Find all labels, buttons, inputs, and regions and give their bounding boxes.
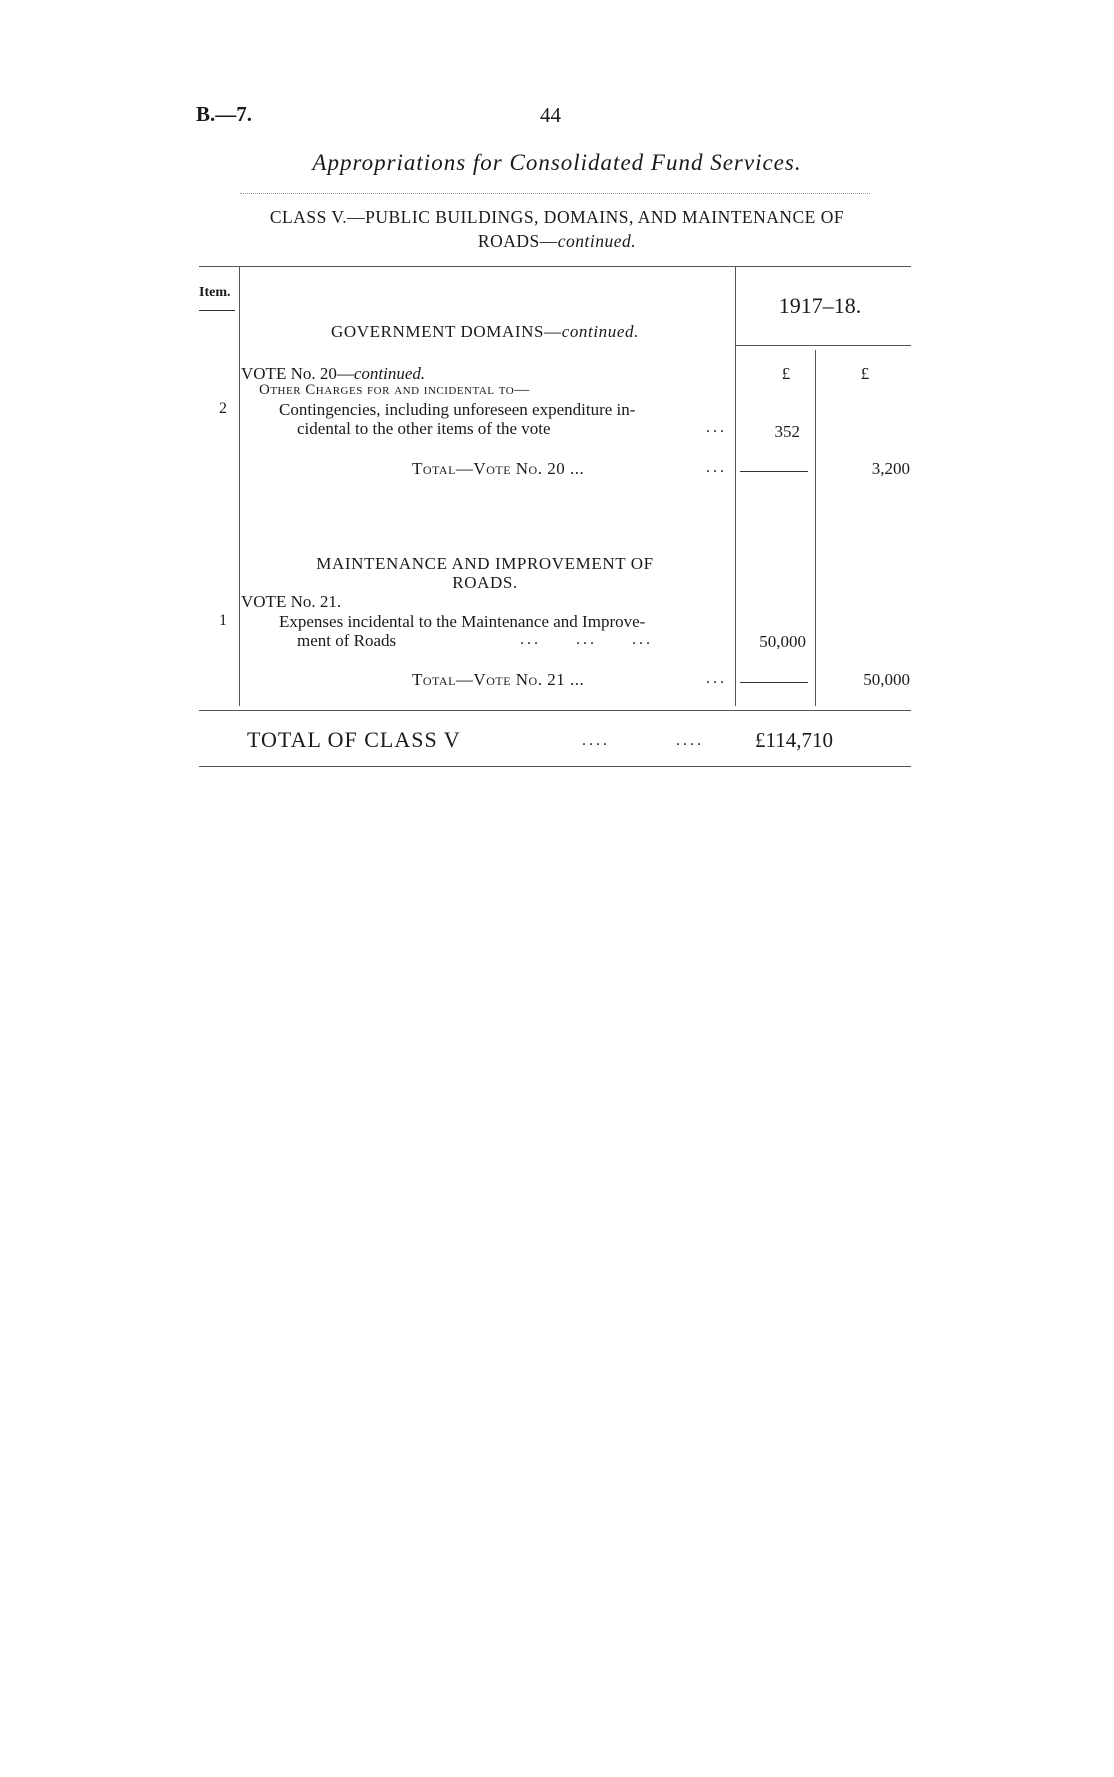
item-header-underline [199,310,235,311]
section2-heading-line1: MAINTENANCE AND IMPROVEMENT OF [316,554,654,573]
page-number: 44 [540,103,561,127]
grand-total-amount: £114,710 [755,728,833,752]
currency-symbol-col1: £ [781,364,791,383]
class-heading-line2 [0,231,1114,252]
document-reference: B.—7. [196,102,253,126]
vote21-total-label: Total—Vote No. 21 ... [412,670,585,689]
class-heading-continued: continued. [557,231,637,251]
vote20-item-line1: Contingencies, including unforeseen expenditure in- [279,400,636,419]
item-column-divider [239,266,240,706]
section1-heading [250,322,720,342]
vote21-heading: VOTE No. 21. [241,592,342,611]
year-header-rule [735,345,911,346]
item-column-header: Item. [199,285,231,300]
grand-total-dots-1: .... [582,732,610,749]
vote21-item-leader-dots: ... ... ... [520,631,653,648]
section2-heading-line2: ROADS. [452,573,518,592]
vote20-heading-continued: continued. [353,364,426,383]
vote20-total-leader-dots: ... [706,459,727,476]
amount-column-divider [735,266,736,706]
class-heading-line1: CLASS V.—PUBLIC BUILDINGS, DOMAINS, AND MAINTENANCE OF [269,207,845,227]
table-bottom-rule [199,710,911,711]
section1-heading-main: GOVERNMENT DOMAINS— [331,322,562,341]
vote21-item-amount: 50,000 [759,632,806,651]
vote20-total-label: Total—Vote No. 20 ... [412,459,585,478]
vote20-total-amount: 3,200 [871,459,910,478]
vote20-heading-main: VOTE No. 20— [241,364,354,383]
vote21-item-line1: Expenses incidental to the Maintenance and Improve- [279,612,646,631]
vote21-total-leader-dots: ... [706,670,727,687]
page-title: Appropriations for Consolidated Fund Services. [312,150,802,175]
vote21-item-number: 1 [219,612,227,629]
vote20-item-line2: cidental to the other items of the vote [297,419,551,438]
grand-total-bottom-rule [199,766,911,767]
section1-heading-continued: continued. [561,322,639,341]
title-separator [240,193,870,194]
grand-total-label: TOTAL OF CLASS V [247,727,461,752]
vote20-item-number: 2 [219,400,227,417]
vote21-item-line2: ment of Roads [297,631,397,650]
table-top-rule [199,266,911,267]
vote21-subtotal-rule [740,682,808,683]
currency-symbol-col2: £ [860,364,870,383]
vote20-subheading: Other Charges for and incidental to— [259,382,530,398]
vote21-total-amount: 50,000 [863,670,910,689]
vote20-item-leader-dots: ... [706,419,727,436]
grand-total-dots-2: .... [676,732,704,749]
vote20-subtotal-rule [740,471,808,472]
year-column-header: 1917–18. [778,293,862,318]
vote20-heading [241,364,425,384]
class-heading-main: ROADS— [477,231,558,251]
pound-column-divider [815,350,816,706]
vote20-item-amount: 352 [774,422,800,441]
